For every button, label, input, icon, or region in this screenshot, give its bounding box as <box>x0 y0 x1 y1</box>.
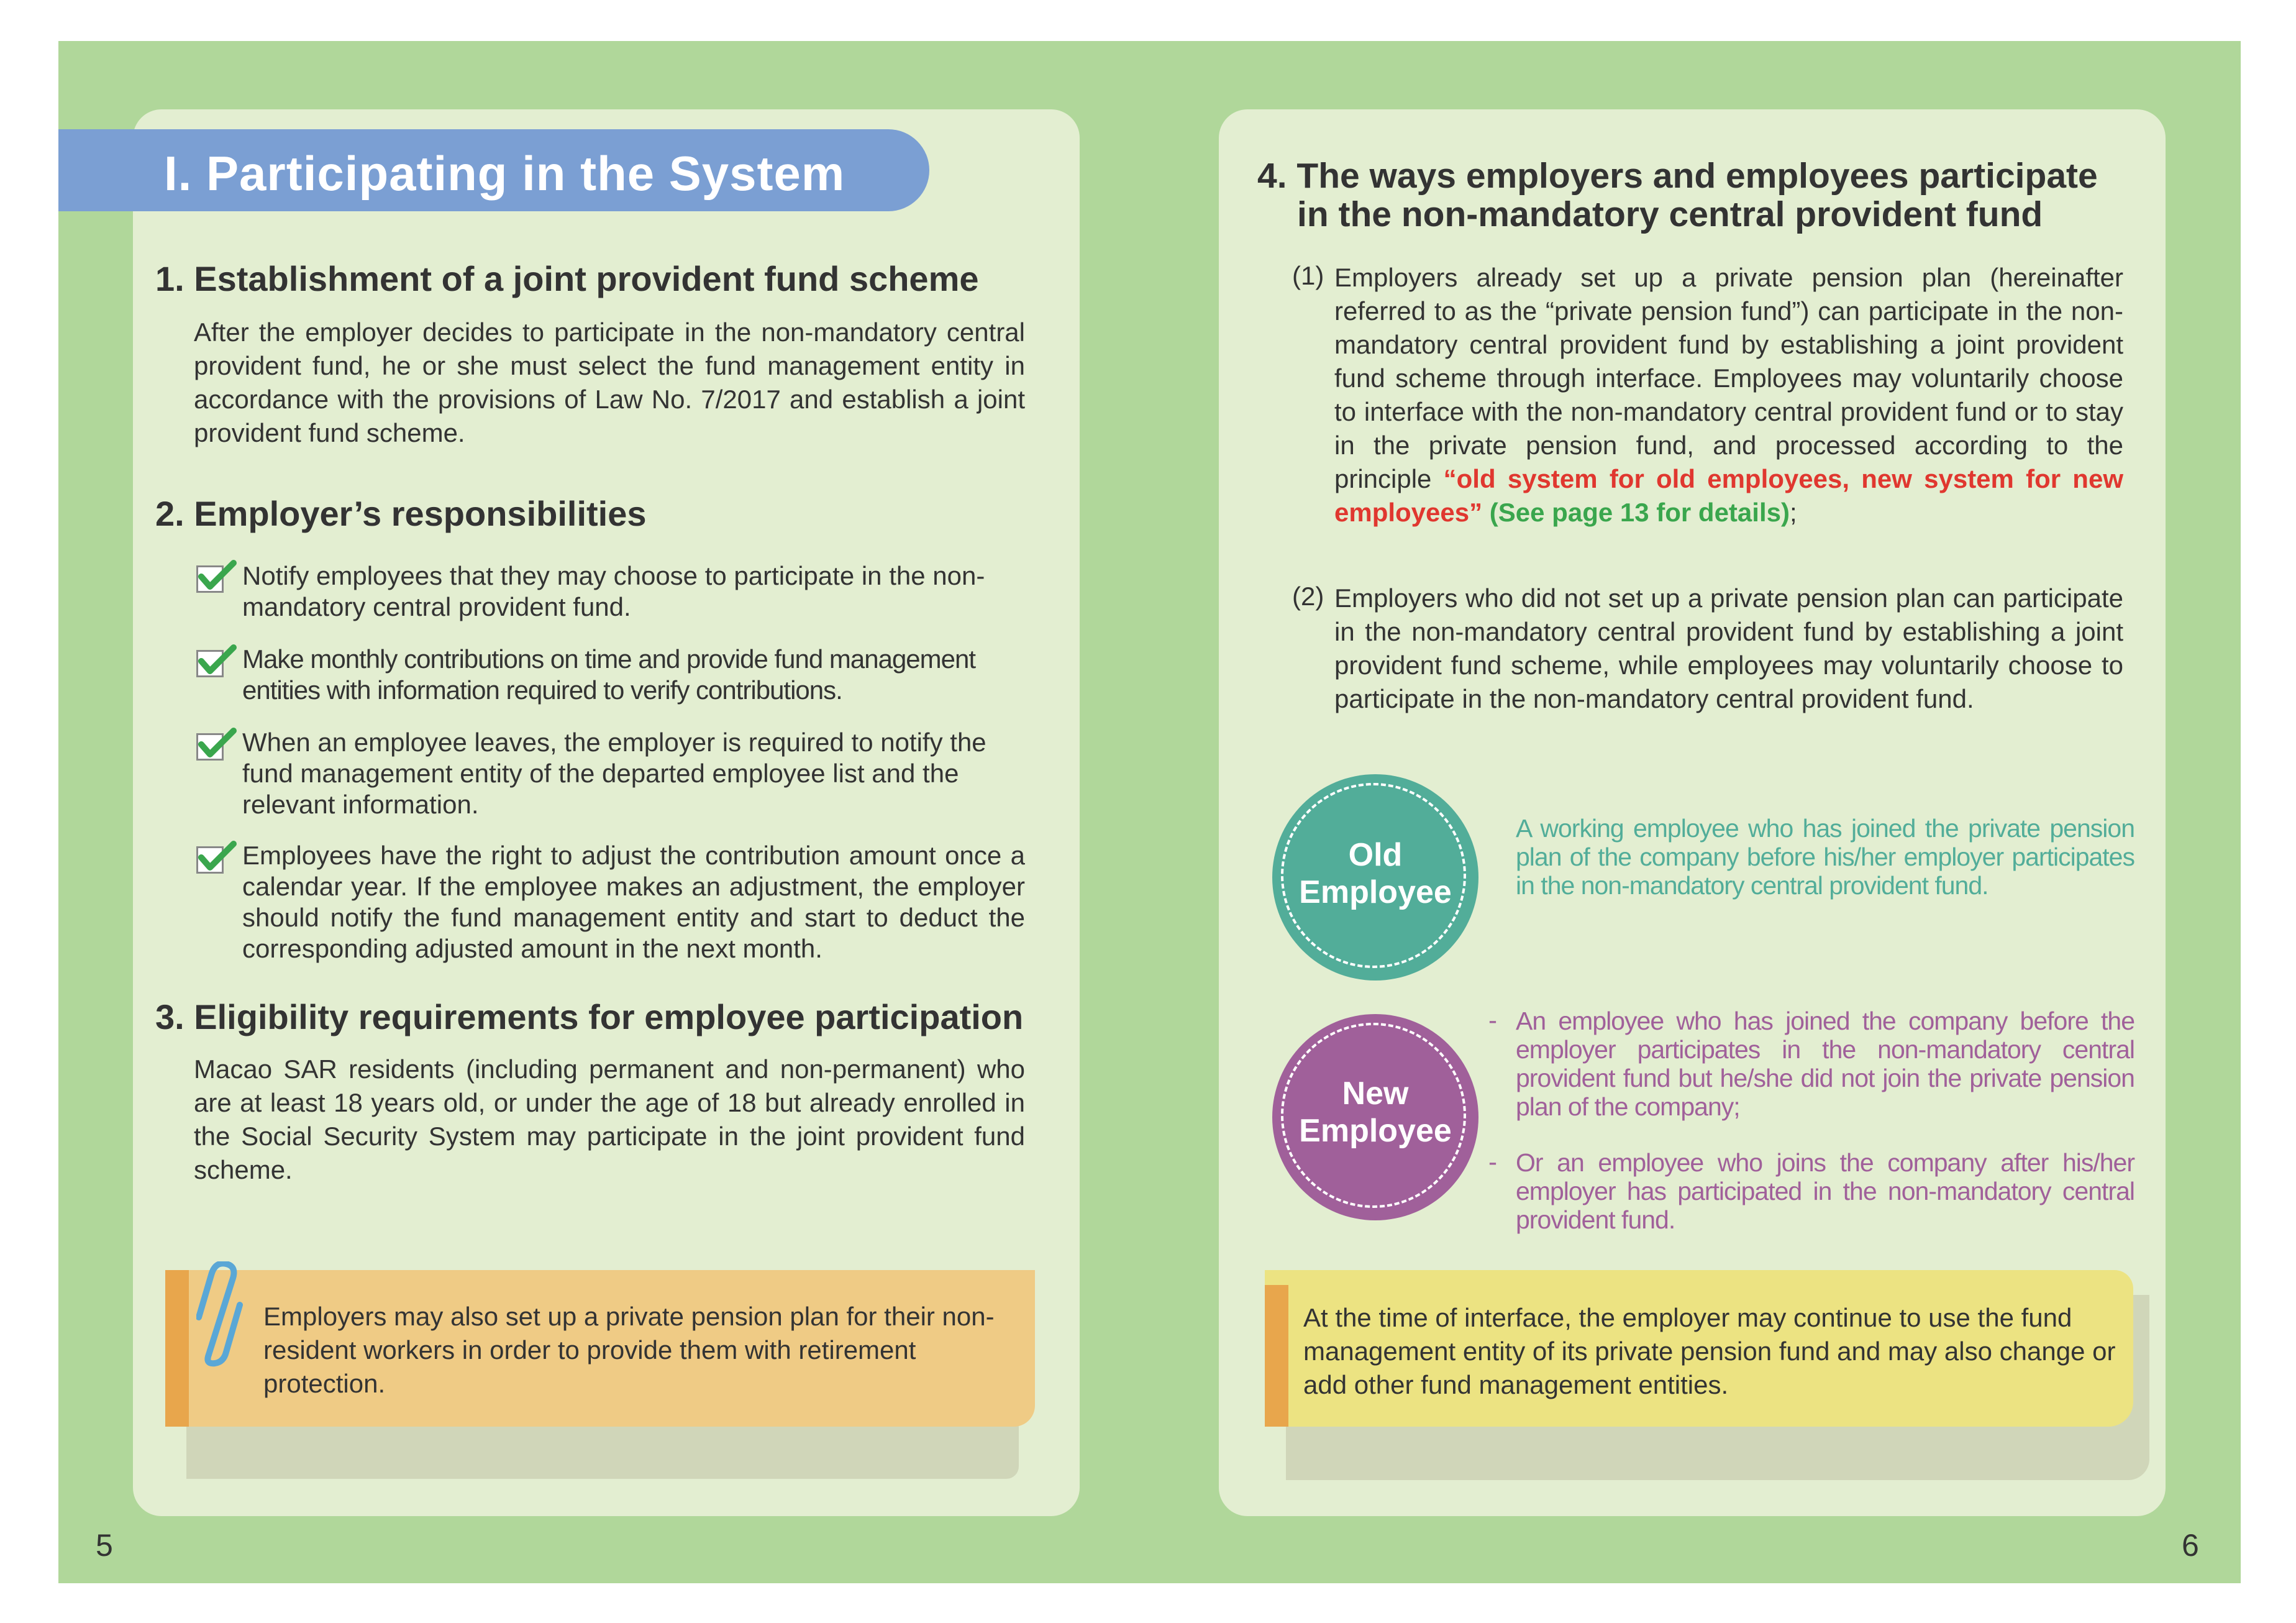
item-number: (1) <box>1292 261 1324 290</box>
page-reference: (See page 13 for details) <box>1482 498 1790 527</box>
item-number: (2) <box>1292 582 1324 611</box>
new-employee-definition-2: Or an employee who joins the company after his/her employer has participated in the non-mandatory central provident fund. <box>1516 1148 2134 1234</box>
checkbox-icon <box>194 559 236 592</box>
old-employee-badge: Old Employee <box>1272 774 1478 981</box>
participation-way-2: Employers who did not set up a private pension plan can participate in the non-mandatory central provident fund by establishing a joint provident fund scheme, while employees may voluntarily choose to participate in the non-mandatory central provident fund. <box>1334 583 2123 713</box>
checkbox-icon <box>194 840 236 872</box>
dash-bullet: - <box>1488 1147 1497 1176</box>
heading-joint-fund-scheme: 1. Establishment of a joint provident fund scheme <box>155 259 979 298</box>
section-title: I. Participating in the System <box>164 146 845 201</box>
checkbox-icon <box>194 727 236 759</box>
section-title-banner <box>58 129 929 211</box>
new-employee-badge: New Employee <box>1272 1014 1478 1220</box>
responsibility-item: Notify employees that they may choose to participate in the non-mandatory central provident fund. <box>242 561 985 621</box>
heading-employer-responsibilities: 2. Employer’s responsibilities <box>155 494 647 533</box>
responsibility-item: Employees have the right to adjust the contribution amount once a calendar year. If the employee makes an adjustment, the employer should notify the fund management entity and start to deduct the corresponding adjusted amount in the next month. <box>242 841 1025 963</box>
checkbox-icon <box>194 644 236 676</box>
participation-way-1: Employers already set up a private pension plan (hereinafter referred to as the “private pension fund”) can participate in the non-mandatory central provident fund by establishing a joint provident fund scheme through interface. Employees may voluntarily choose to interface with the non-mandatory central provident fund or to stay in the private pension fund, and processed according to the principle “old system for old employees, new system for new employees” (See page 13 for details); <box>1334 263 2123 527</box>
responsibility-item: When an employee leaves, the employer is required to notify the fund management entity of the departed employee list and the relevant information. <box>242 728 986 819</box>
page-number-right: 6 <box>2182 1528 2199 1563</box>
paperclip-icon <box>196 1261 246 1367</box>
responsibility-item: Make monthly contributions on time and provide fund management entities with information required to verify contributions. <box>242 644 976 705</box>
principle-highlight: “old system for old employees, new system for new employees” <box>1334 464 2123 527</box>
old-employee-description: A working employee who has joined the private pension plan of the company before his/her employer participates in the non-mandatory central provident fund. <box>1516 814 2134 900</box>
joint-fund-scheme-text: After the employer decides to participate in the non-mandatory central provident fund, he or she must select the fund management entity in accordance with the provisions of Law No. 7/2017 and establish a joint provident fund scheme. <box>194 318 1025 447</box>
note-text-left: Employers may also set up a private pension plan for their non-resident workers in order to provide them with retirement protection. <box>263 1302 995 1398</box>
eligibility-text: Macao SAR residents (including permanent and non-permanent) who are at least 18 years old, or under the age of 18 but already enrolled in the Social Security System may participate in the joint provident fund scheme. <box>194 1054 1025 1184</box>
heading-ways-to-participate-line2: in the non-mandatory central provident fund <box>1297 194 2043 234</box>
dash-bullet: - <box>1488 1005 1497 1035</box>
heading-eligibility: 3. Eligibility requirements for employee participation <box>155 997 1024 1036</box>
heading-ways-to-participate-line1: 4. The ways employers and employees participate <box>1257 156 2098 196</box>
page-number-left: 5 <box>96 1528 113 1563</box>
note-text-right: At the time of interface, the employer may continue to use the fund management entity of its private pension fund and may also change or add other fund management entities. <box>1303 1303 2116 1399</box>
new-employee-definition-1: An employee who has joined the company before the employer participates in the non-mandatory central provident fund but he/she did not join the private pension plan of the company; <box>1516 1007 2134 1121</box>
